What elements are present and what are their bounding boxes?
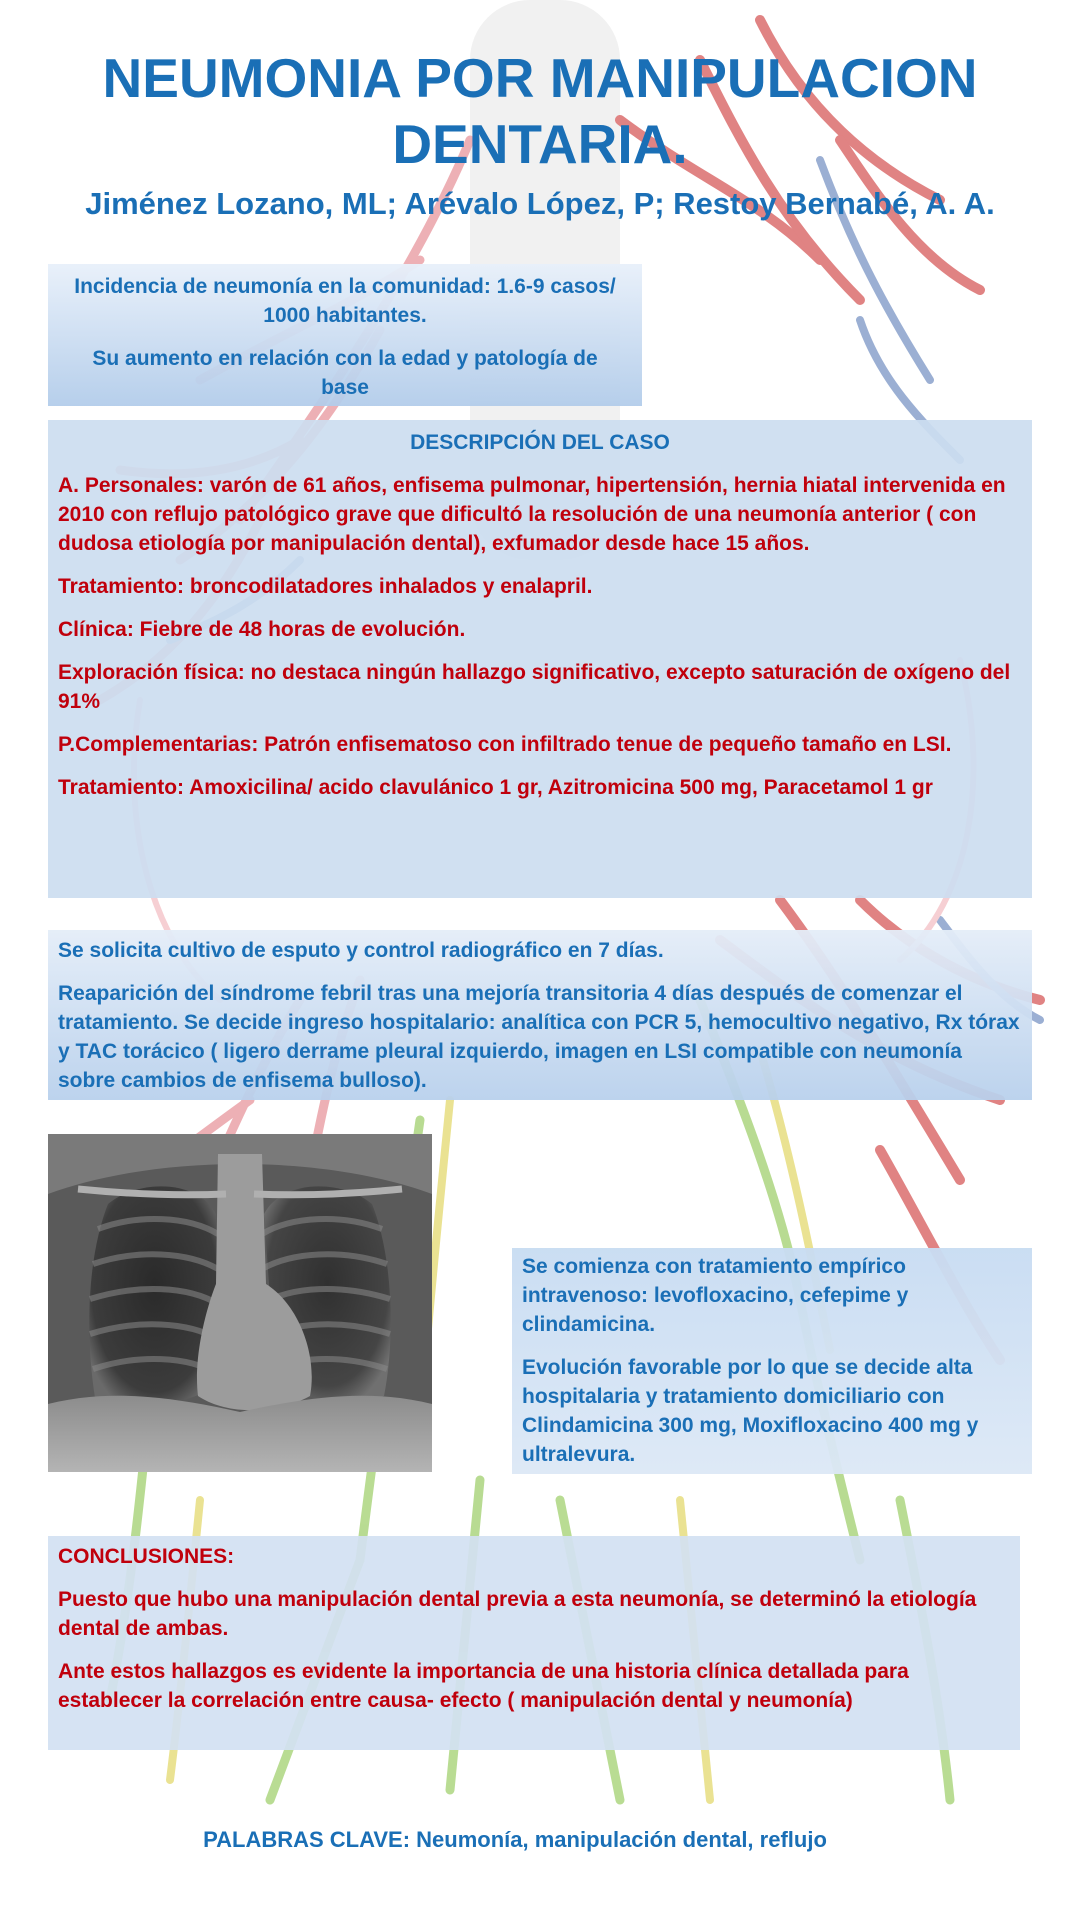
poster-authors: Jiménez Lozano, ML; Arévalo López, P; Restoy Bernabé, A. A.	[85, 186, 995, 221]
evolution-paragraph: Se solicita cultivo de esputo y control radiográfico en 7 días.	[58, 939, 664, 962]
treatment-box	[512, 1248, 1032, 1474]
poster-title: NEUMONIA POR MANIPULACION DENTARIA.	[102, 47, 978, 175]
case-paragraph: P.Complementarias: Patrón enfisematoso con infiltrado tenue de pequeño tamaño en LSI.	[58, 733, 952, 756]
evolution-box	[48, 930, 1032, 1100]
conclusions-box	[48, 1536, 1020, 1750]
conclusions-heading: CONCLUSIONES:	[58, 1545, 235, 1568]
case-heading: DESCRIPCIÓN DEL CASO	[410, 431, 670, 454]
case-paragraph: Tratamiento: broncodilatadores inhalados y enalapril.	[58, 575, 593, 598]
conclusions-paragraph: Ante estos hallazgos es evidente la importancia de una historia clínica detallada para establecer la correlación entre causa- efecto ( manipulación dental y neumonía)	[58, 1660, 909, 1712]
conclusions-paragraph: Puesto que hubo una manipulación dental previa a esta neumonía, se determinó la etiología dental de ambas.	[58, 1588, 977, 1640]
incidence-line: Su aumento en relación con la edad y patología de base	[92, 347, 598, 399]
evolution-paragraph: Reaparición del síndrome febril tras una mejoría transitoria 4 días después de comenzar el tratamiento. Se decide ingreso hospitalario: analítica con PCR 5, hemocultivo negativo, Rx tórax y TAC torácico ( ligero derrame pleural izquierdo, imagen en LSI compatible con neumonía sobre cambios de enfisema bulloso).	[58, 982, 1020, 1092]
case-paragraph: A. Personales: varón de 61 años, enfisema pulmonar, hipertensión, hernia hiatal intervenida en 2010 con reflujo patológico grave que dificultó la resolución de una neumonía anterior ( con dudosa etiología por manipulación dental), exfumador desde hace 15 años.	[58, 474, 1006, 555]
chest-xray-image	[48, 1134, 432, 1472]
case-description-box	[48, 420, 1032, 898]
treatment-paragraph: Se comienza con tratamiento empírico intravenoso: levofloxacino, cefepime y clindamicina.	[522, 1255, 909, 1336]
case-paragraph: Tratamiento: Amoxicilina/ acido clavulánico 1 gr, Azitromicina 500 mg, Paracetamol 1 gr	[58, 776, 933, 799]
incidence-box	[48, 264, 642, 406]
case-paragraph: Clínica: Fiebre de 48 horas de evolución.	[58, 618, 466, 641]
treatment-paragraph: Evolución favorable por lo que se decide alta hospitalaria y tratamiento domiciliario con Clindamicina 300 mg, Moxifloxacino 400 mg y ultralevura.	[522, 1356, 979, 1466]
incidence-line: Incidencia de neumonía en la comunidad: 1.6-9 casos/ 1000 habitantes.	[74, 275, 616, 327]
keywords-line: PALABRAS CLAVE: Neumonía, manipulación dental, reflujo	[203, 1827, 827, 1852]
case-paragraph: Exploración física: no destaca ningún hallazgo significativo, excepto saturación de oxígeno del 91%	[58, 661, 1011, 713]
